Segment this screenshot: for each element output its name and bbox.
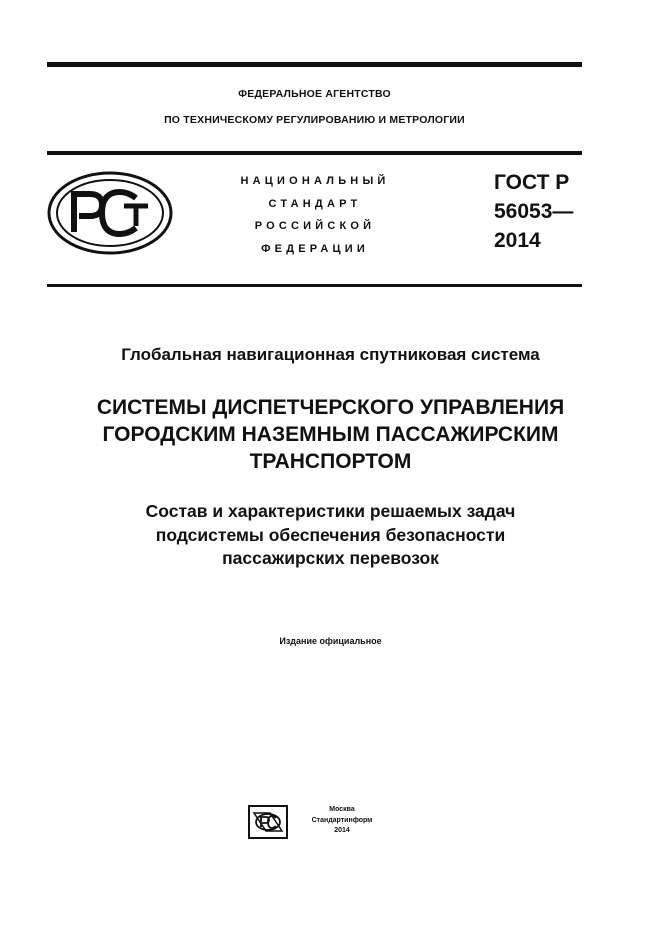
publisher-year: 2014 xyxy=(334,827,350,834)
document-subtitle xyxy=(20,500,641,571)
national-line: РОССИЙСКОЙ xyxy=(254,220,376,232)
national-line: ФЕДЕРАЦИИ xyxy=(261,242,369,255)
lower-rule xyxy=(47,284,582,287)
top-rule xyxy=(47,62,582,67)
subtitle-line: подсистемы обеспечения безопасности xyxy=(155,524,506,545)
gost-line: 56053— xyxy=(494,200,574,223)
middle-rule xyxy=(47,151,582,155)
publisher-name: Стандартинформ xyxy=(311,816,373,824)
publisher-city: Москва xyxy=(329,806,355,813)
title-line: ТРАНСПОРТОМ xyxy=(249,450,412,473)
agency-line-1: ФЕДЕРАЛЬНОЕ АГЕНТСТВО xyxy=(238,88,391,100)
document-title xyxy=(20,394,641,475)
agency-line-2: ПО ТЕХНИЧЕСКОМУ РЕГУЛИРОВАНИЮ И МЕТРОЛОГИИ xyxy=(164,114,465,126)
publisher-info xyxy=(300,805,384,837)
title-line: СИСТЕМЫ ДИСПЕТЧЕРСКОГО УПРАВЛЕНИЯ xyxy=(96,396,565,419)
national-line: НАЦИОНАЛЬНЫЙ xyxy=(240,175,390,187)
subtitle-line: пассажирских перевозок xyxy=(222,548,439,568)
gost-line: ГОСТ Р xyxy=(494,171,570,194)
title-line: ГОРОДСКИМ НАЗЕМНЫМ ПАССАЖИРСКИМ xyxy=(102,423,559,446)
document-subject: Глобальная навигационная спутниковая система xyxy=(121,345,540,364)
gost-number xyxy=(494,168,573,255)
standartinform-logo-icon xyxy=(248,805,288,839)
subtitle-line: Состав и характеристики решаемых задач xyxy=(145,501,516,521)
edition-label: Издание официальное xyxy=(279,636,382,646)
national-line: СТАНДАРТ xyxy=(268,197,362,210)
national-standard-label xyxy=(225,170,405,260)
gost-r-logo-icon xyxy=(46,170,174,256)
gost-line: 2014 xyxy=(494,229,541,252)
